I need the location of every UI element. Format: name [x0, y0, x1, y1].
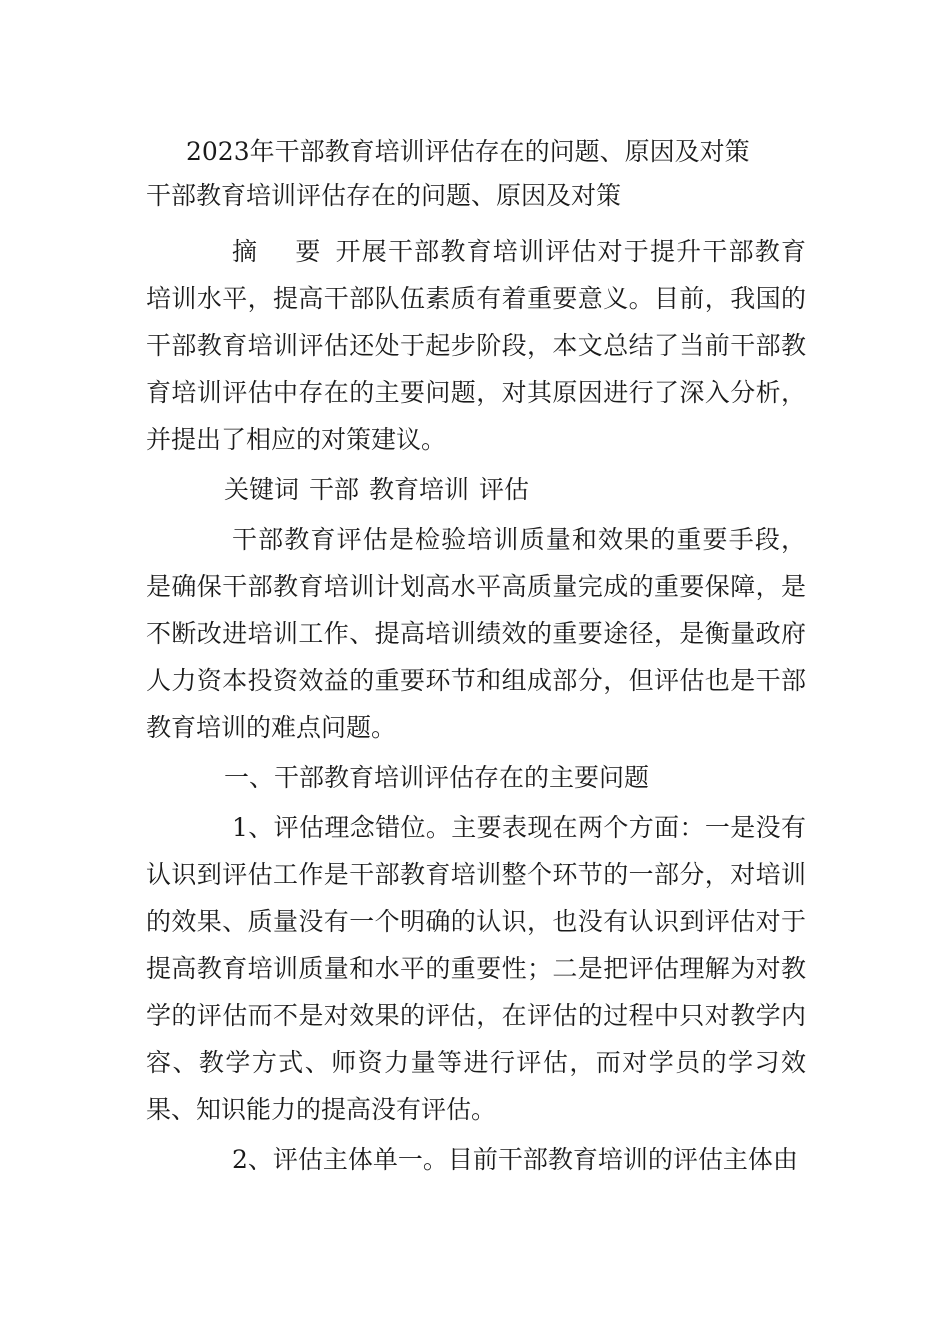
intro-paragraph: 干部教育评估是检验培训质量和效果的重要手段，是确保干部教育培训计划高水平高质量完成的重要保障，是不断改进培训工作、提高培训绩效的重要途径，是衡量政府人力资本投资效益的重要环节和组成部分，但评估也是干部教育培训的难点问题。: [146, 525, 806, 742]
keyword-item: 干部: [309, 475, 360, 504]
document-title: 2023年干部教育培训评估存在的问题、原因及对策: [186, 137, 750, 166]
point-2-paragraph: 2、评估主体单一。目前干部教育培训的评估主体由: [232, 1145, 798, 1174]
abstract-paragraph: [146, 228, 806, 463]
keywords-label: 关键词: [224, 475, 300, 504]
keywords-line: [146, 466, 806, 513]
document-subtitle: 干部教育培训评估存在的问题、原因及对策: [146, 181, 622, 210]
point-1-paragraph: 1、评估理念错位。主要表现在两个方面：一是没有认识到评估工作是干部教育培训整个环节的一部分，对培训的效果、质量没有一个明确的认识，也没有认识到评估对于提高教育培训质量和水平的重要性；二是把评估理解为对教学的评估而不是对效果的评估，在评估的过程中只对教学内容、教学方式、师资力量等进行评估，而对学员的学习效果、知识能力的提高没有评估。: [146, 813, 806, 1124]
section-heading: 一、干部教育培训评估存在的主要问题: [224, 763, 650, 792]
keyword-item: 教育培训: [369, 475, 470, 504]
document-body: [146, 130, 806, 1186]
abstract-label: 摘 要: [232, 237, 336, 266]
abstract-text: 开展干部教育培训评估对于提升干部教育培训水平，提高干部队伍素质有着重要意义。目前，我国的干部教育培训评估还处于起步阶段，本文总结了当前干部教育培训评估中存在的主要问题，对其原因进行了深入分析，并提出了相应的对策建议。: [146, 237, 806, 454]
keyword-item: 评估: [479, 475, 530, 504]
